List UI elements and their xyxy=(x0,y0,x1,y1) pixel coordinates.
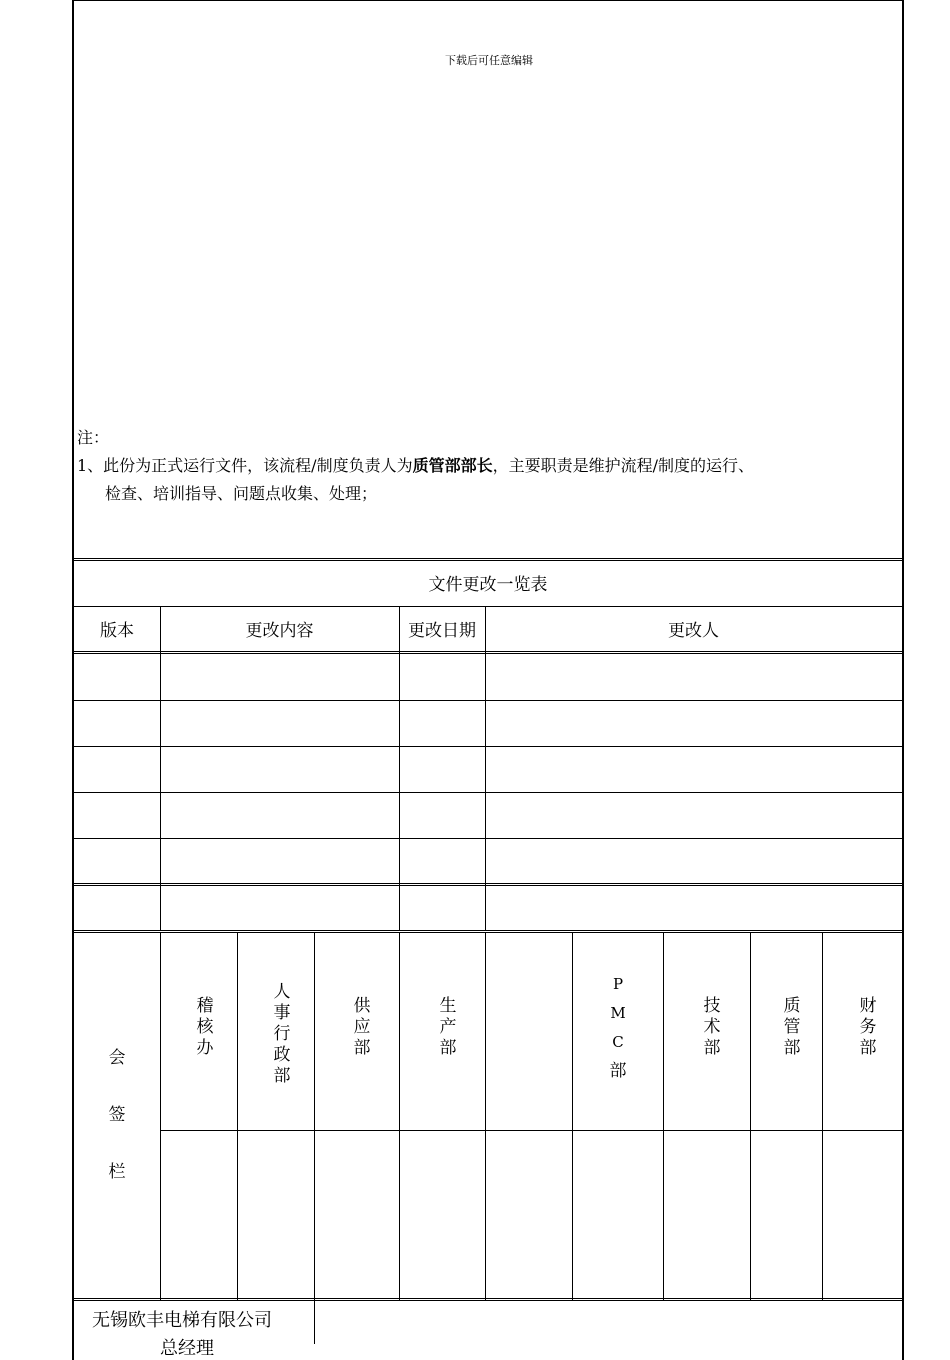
company-name: 无锡欧丰电梯有限公司 xyxy=(92,1310,272,1331)
dept-finance: 财 务 部 xyxy=(859,996,877,1058)
change-table-title: 文件更改一览表 xyxy=(428,575,548,595)
sign-label-1: 会 xyxy=(108,1048,126,1068)
notes-responsible: 质管部部长 xyxy=(412,456,493,475)
header-date: 更改日期 xyxy=(408,621,476,641)
sign-label-2: 签 xyxy=(108,1105,126,1125)
header-person: 更改人 xyxy=(668,621,719,641)
notes-item-1-suffix: ，主要职责是维护流程/制度的运行、 xyxy=(492,456,754,475)
dept-quality: 质 管 部 xyxy=(783,996,801,1058)
notes-item-1-prefix: 1、此份为正式运行文件，该流程/制度负责人为 xyxy=(77,456,413,475)
dept-pmc: P M C 部 xyxy=(609,975,627,1081)
notes-item-1 xyxy=(77,452,903,480)
dept-supply: 供 应 部 xyxy=(353,996,371,1058)
notes-label: 注： xyxy=(77,428,110,447)
notes-section xyxy=(77,424,903,508)
dept-production: 生 产 部 xyxy=(439,996,457,1058)
header-version: 版本 xyxy=(100,621,134,641)
header-content: 更改内容 xyxy=(245,621,314,641)
page-frame xyxy=(72,0,904,1360)
dept-hr-admin: 人 事 行 政 部 xyxy=(273,982,291,1086)
dept-technical: 技 术 部 xyxy=(703,996,721,1058)
dept-audit-office: 稽 核 办 xyxy=(196,996,214,1058)
sign-label-3: 栏 xyxy=(108,1162,126,1182)
header-note: 下载后可任意编辑 xyxy=(445,54,533,67)
notes-item-1-line2: 检查、培训指导、问题点收集、处理； xyxy=(105,484,378,503)
general-manager-label: 总经理 xyxy=(160,1338,214,1359)
